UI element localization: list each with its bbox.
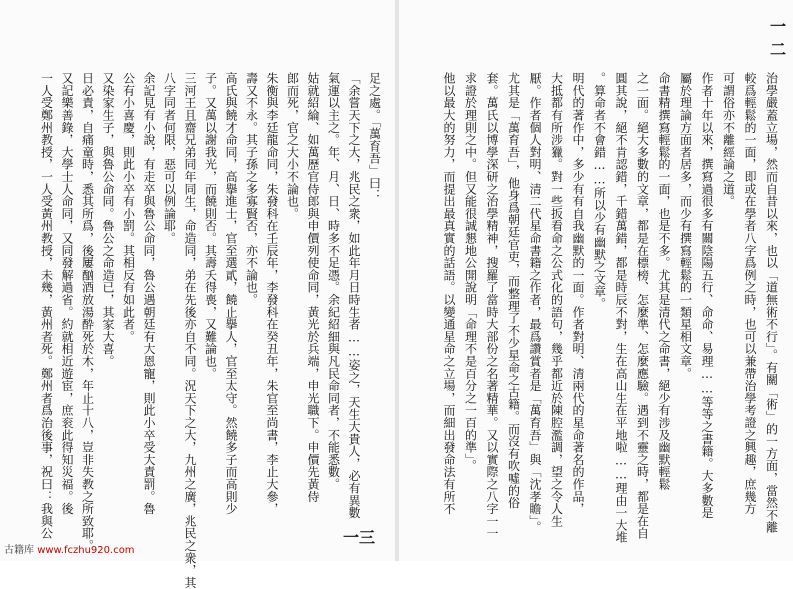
text-column: 一人受鄭州教授，一人受黃州教授，未幾，黃州者死。鄭州者爲治後事，祝曰：我與公: [39, 72, 54, 540]
watermark: [4, 541, 135, 556]
text-column: 。算命者不會錯……所以少有幽默之文章。: [592, 72, 607, 310]
text-column: 日必責，自痛童時，悉其所爲，後屢酗酒放湯酔死於木，年止十八，豈非失教之所致耶。: [80, 72, 95, 552]
text-column: 屬於理論方面者居多，而少有撰寫輕鬆的一類星相文章。: [678, 72, 693, 380]
text-column: 治學嚴蓋立場，然而自昔以來，也以「道無術不行」。有關「術」的一方面，當然不離: [764, 72, 779, 534]
text-column: 八字同者何限，惡可以例論耶。: [162, 72, 177, 245]
right-page-number: 一二: [770, 17, 787, 59]
watermark-url: www.fczhu920.com: [37, 545, 135, 556]
text-column: 求證於理則之中。但又能很誠懇地公開說明「命理不是百分之一百的準」。: [463, 72, 478, 472]
text-column: 公有小喜慶，則此小卒有小罰。其相反有如此者。: [121, 72, 136, 343]
text-column: 郎而死，官之大小不論也。: [285, 72, 300, 220]
text-column: 足之處。「萬育吾」曰：: [367, 72, 382, 202]
text-column: 三河王且齋兄弟同年同生，命造同，弟在先後亦自不同。況天下之大，九州之廣，兆民之衆，其: [183, 72, 197, 589]
text-column: 高氏與饒才命同，高擧進士，官至選貳，饒止擧人，官至太守。然饒多子而高則少: [224, 72, 238, 515]
text-column: 姑就紹綸、如萬歷官侍郎與申價列使命同，黃光於兵端，申光職下。申價先黃侍: [306, 72, 320, 503]
text-column: 較爲輕鬆的一面，即或在學者八字爲例之時，也可以兼帶治學考證之興趣，庶幾方: [743, 72, 757, 515]
watermark-label: 古籍库: [4, 545, 34, 556]
left-page-number: 一三: [343, 528, 376, 547]
text-column: 之一面。絕大多數的文章，都是在標榜、怎麼準、怎麼應驗。遇到不靈之時，都是在自: [635, 72, 650, 540]
text-column: 明代的著作中，多少有有自我幽默的一面。作者對明、清兩代的星命著名的作品，: [571, 72, 585, 515]
text-column: 氣運以主之。年、月、日、時多不足憑。余紀紹細與凡民命同者，不能悉數。: [326, 72, 341, 491]
text-column: 圓其說，絕不肯認錯，千錯萬錯，都是時辰不對，生在高山生在平地啦……理由一大堆: [614, 72, 628, 544]
text-column: 作者十年以來，撰寫過很多有關陰陽五行、命命、易理……等等之書籍。大多數是: [700, 72, 714, 519]
text-column: 套。萬氏以博學深研之治學精神，搜羅了當時大部份之名著精華。又以實際之八字一一: [485, 72, 499, 540]
text-column: 朱衡與李廷龍命同，朱發科在壬辰年，李發科在癸丑年，朱官至尚書，李止大參，: [265, 72, 279, 515]
text-column: 命書精撰寫輕鬆的一面，也是不多。尤其是清代之命書，絕少有涉及幽默輕鬆: [657, 72, 671, 491]
text-column: 大抵都有所涉獵。對一些扳看命之公式化的語句，幾乎都近於陳腔濫調，望之令人生: [549, 72, 564, 528]
text-column: 「余嘗天下之大，兆民之衆，如此年月日時生者……姿之，天生大貴人，必有異數: [347, 72, 361, 519]
text-column: 余記見有小說，有走卒與魯公命同，魯公遇朝廷有大恩寵，則此小卒受大責罰。魯: [142, 72, 156, 515]
text-column: 他以最大的努力，而提出最真實的話語。以變通星命之立場，而細出發命法有所不: [442, 72, 456, 515]
left-page: [0, 0, 395, 589]
text-column: 尤其是「萬育吾」，他身爲朝廷官吏，而整理了不少星命之古籍。而沒有吹噓的俗: [506, 72, 521, 509]
text-column: 可謂俗亦不離經論之道。: [721, 72, 736, 208]
text-column: 子。又萬以謝我光，而饒則否。其壽夭得喪，又難論也。: [203, 72, 218, 380]
text-column: 厭。作者個人對明、清二代星命書籍之作者，最爲讚賞者是「萬育吾」與「沈孝瞻」。: [528, 72, 542, 534]
text-column: 又染家生子，與魯公命同。魯公之命造已，其家大喜。: [101, 72, 115, 368]
text-column: 又記樂善錄，大學士人命同，又同發解過省。約就相近遊宦，庶衮此得知災福。後: [60, 72, 74, 515]
text-column: 壽又不永。其子孫之多寡賢否，亦不論也。: [244, 72, 259, 306]
right-page: [399, 0, 793, 561]
